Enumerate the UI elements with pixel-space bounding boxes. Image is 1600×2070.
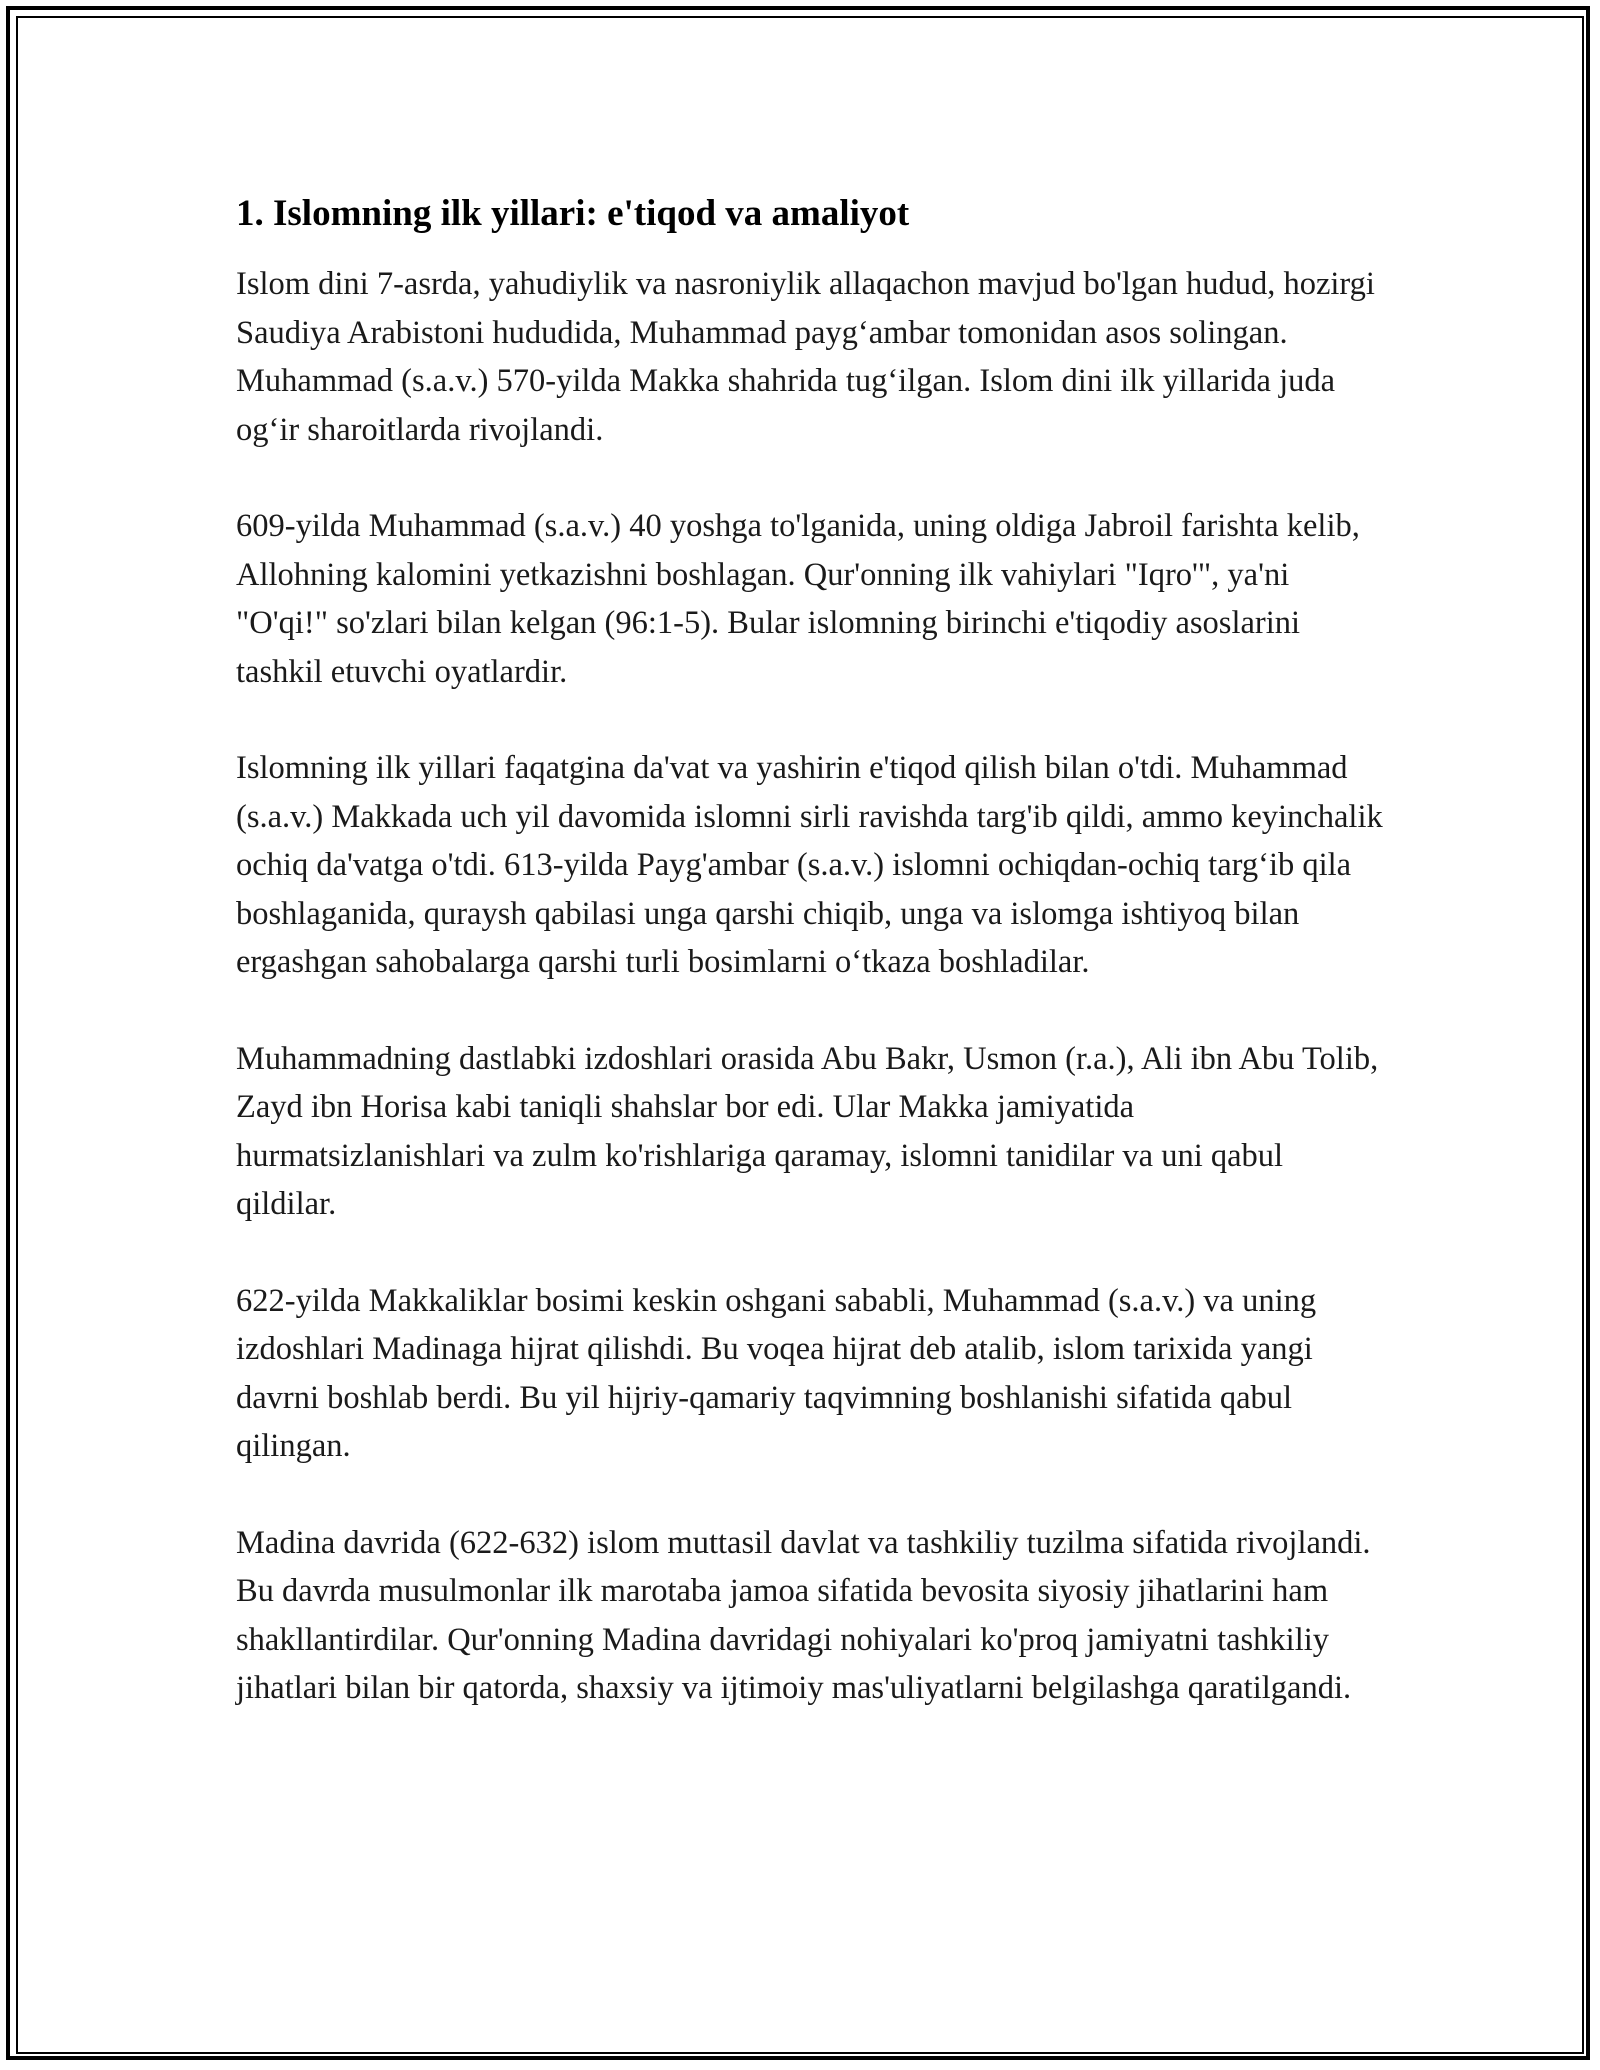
paragraph-first-followers: Muhammadning dastlabki izdoshlari orasida Abu Bakr, Usmon (r.a.), Ali ibn Abu Tolib, Zayd ibn Horisa kabi taniqli shahslar bor edi. Ular Makka jamiyatida hurmatsizlanishlari va zulm ko'rishlariga qaramay, islomni tanidilar va uni qabul qildilar. <box>236 1040 1379 1222</box>
paragraph-origins: Islom dini 7-asrda, yahudiylik va nasroniylik allaqachon mavjud bo'lgan hudud, hozirgi Saudiya Arabistoni hududida, Muhammad payg‘ambar tomonidan asos solingan. Muhammad (s.a.v.) 570-yilda Makka shahrida tug‘ilgan. Islom dini ilk yillarida juda og‘ir sharoitlarda rivojlandi. <box>236 266 1375 448</box>
document-body <box>236 188 1386 1761</box>
paragraph-early-dawah: Islomning ilk yillari faqatgina da'vat va yashirin e'tiqod qilish bilan o'tdi. Muhammad (s.a.v.) Makkada uch yil davomida islomni sirli ravishda targ'ib qildi, ammo keyinchalik ochiq da'vatga o'tdi. 613-yilda Payg'ambar (s.a.v.) islomni ochiqdan-ochiq targ‘ib qila boshlaganida, quraysh qabilasi unga qarshi chiqib, unga va islomga ishtiyoq bilan ergashgan sahobalarga qarshi turli bosimlarni o‘tkaza boshladilar. <box>236 750 1383 980</box>
paragraph-first-revelation: 609-yilda Muhammad (s.a.v.) 40 yoshga to'lganida, uning oldiga Jabroil farishta kelib, Allohning kalomini yetkazishni boshlagan. Qur'onning ilk vahiylari "Iqro'", ya'ni "O'qi!" so'zlari bilan kelgan (96:1-5). Bular islomning birinchi e'tiqodiy asoslarini tashkil etuvchi oyatlardir. <box>236 508 1360 690</box>
paragraph-hijra: 622-yilda Makkaliklar bosimi keskin oshgani sababli, Muhammad (s.a.v.) va uning izdoshlari Madinaga hijrat qilishdi. Bu voqea hijrat deb atalib, islom tarixida yangi davrni boshlab berdi. Bu yil hijriy-qamariy taqvimning boshlanishi sifatida qabul qilingan. <box>236 1282 1317 1464</box>
paragraph-medina-period: Madina davrida (622-632) islom muttasil davlat va tashkiliy tuzilma sifatida rivojlandi. Bu davrda musulmonlar ilk marotaba jamoa sifatida bevosita siyosiy jihatlarini ham shakllantirdilar. Qur'onning Madina davridagi nohiyalari ko'proq jamiyatni tashkiliy jihatlari bilan bir qatorda, shaxsiy va ijtimoiy mas'uliyatlarni belgilashga qaratilgandi. <box>236 1524 1371 1706</box>
section-heading: 1. Islomning ilk yillari: e'tiqod va amaliyot <box>236 193 910 234</box>
